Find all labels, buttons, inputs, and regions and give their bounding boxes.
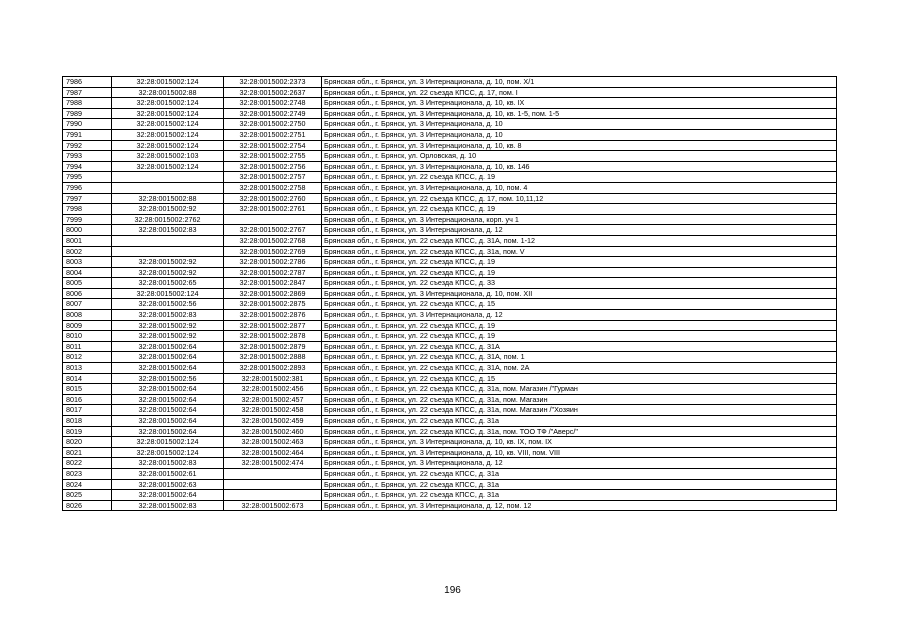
row-number-cell: 8003 <box>63 257 112 268</box>
object-number-cell: 32:28:0015002:457 <box>224 394 322 405</box>
object-number-cell: 32:28:0015002:2751 <box>224 129 322 140</box>
row-number-cell: 8022 <box>63 458 112 469</box>
table-row <box>63 193 837 204</box>
address-cell: Брянская обл., г. Брянск, ул. 22 съезда КПСС, д. 31а, пом. ТОО ТФ /"Аверс/" <box>322 426 837 437</box>
row-number-cell: 8009 <box>63 320 112 331</box>
parcel-number-cell: 32:28:0015002:64 <box>112 394 224 405</box>
address-cell: Брянская обл., г. Брянск, ул. 3 Интернационала, д. 10, кв. 1-5, пом. 1-5 <box>322 108 837 119</box>
parcel-number-cell: 32:28:0015002:124 <box>112 447 224 458</box>
address-cell: Брянская обл., г. Брянск, ул. 3 Интернационала, д. 10, пом. Х/1 <box>322 77 837 88</box>
row-number-cell: 8013 <box>63 363 112 374</box>
table-row <box>63 87 837 98</box>
address-cell: Брянская обл., г. Брянск, ул. 3 Интернационала, д. 10, пом. 4 <box>322 182 837 193</box>
table-row <box>63 384 837 395</box>
parcel-number-cell: 32:28:0015002:92 <box>112 204 224 215</box>
address-cell: Брянская обл., г. Брянск, ул. 22 съезда КПСС, д. 31а, пом. Магазин /"Гурман <box>322 384 837 395</box>
parcel-number-cell: 32:28:0015002:124 <box>112 108 224 119</box>
table-row <box>63 235 837 246</box>
object-number-cell: 32:28:0015002:2869 <box>224 288 322 299</box>
parcel-number-cell: 32:28:0015002:124 <box>112 161 224 172</box>
parcel-number-cell <box>112 182 224 193</box>
parcel-number-cell: 32:28:0015002:92 <box>112 331 224 342</box>
table-row <box>63 257 837 268</box>
object-number-cell: 32:28:0015002:2749 <box>224 108 322 119</box>
table-row <box>63 246 837 257</box>
parcel-number-cell: 32:28:0015002:64 <box>112 416 224 427</box>
parcel-number-cell: 32:28:0015002:124 <box>112 140 224 151</box>
address-cell: Брянская обл., г. Брянск, ул. 22 съезда КПСС, д. 19 <box>322 204 837 215</box>
object-number-cell: 32:28:0015002:459 <box>224 416 322 427</box>
object-number-cell: 32:28:0015002:2768 <box>224 235 322 246</box>
parcel-number-cell: 32:28:0015002:124 <box>112 119 224 130</box>
row-number-cell: 7996 <box>63 182 112 193</box>
table-row <box>63 214 837 225</box>
parcel-number-cell <box>112 246 224 257</box>
address-cell: Брянская обл., г. Брянск, ул. 22 съезда КПСС, д. 31А, пом. 2А <box>322 363 837 374</box>
row-number-cell: 8018 <box>63 416 112 427</box>
object-number-cell: 32:28:0015002:2757 <box>224 172 322 183</box>
row-number-cell: 8007 <box>63 299 112 310</box>
object-number-cell: 32:28:0015002:381 <box>224 373 322 384</box>
object-number-cell: 32:28:0015002:2750 <box>224 119 322 130</box>
table-row <box>63 416 837 427</box>
object-number-cell: 32:28:0015002:2637 <box>224 87 322 98</box>
table-row <box>63 426 837 437</box>
address-cell: Брянская обл., г. Брянск, ул. 22 съезда КПСС, д. 19 <box>322 331 837 342</box>
parcel-number-cell: 32:28:0015002:64 <box>112 341 224 352</box>
row-number-cell: 8017 <box>63 405 112 416</box>
row-number-cell: 7986 <box>63 77 112 88</box>
object-number-cell: 32:28:0015002:463 <box>224 437 322 448</box>
object-number-cell: 32:28:0015002:2876 <box>224 310 322 321</box>
address-cell: Брянская обл., г. Брянск, ул. 22 съезда КПСС, д. 19 <box>322 320 837 331</box>
address-cell: Брянская обл., г. Брянск, ул. 22 съезда КПСС, д. 31А, пом. 1-12 <box>322 235 837 246</box>
row-number-cell: 8010 <box>63 331 112 342</box>
object-number-cell: 32:28:0015002:2787 <box>224 267 322 278</box>
row-number-cell: 8011 <box>63 341 112 352</box>
row-number-cell: 8012 <box>63 352 112 363</box>
table-row <box>63 310 837 321</box>
table-row <box>63 352 837 363</box>
row-number-cell: 7988 <box>63 98 112 109</box>
table-row <box>63 278 837 289</box>
row-number-cell: 8005 <box>63 278 112 289</box>
parcel-number-cell: 32:28:0015002:56 <box>112 373 224 384</box>
row-number-cell: 8024 <box>63 479 112 490</box>
row-number-cell: 8016 <box>63 394 112 405</box>
row-number-cell: 8020 <box>63 437 112 448</box>
address-cell: Брянская обл., г. Брянск, ул. 22 съезда КПСС, д. 31а, пом. Магазин /"Хозяин <box>322 405 837 416</box>
object-number-cell: 32:28:0015002:673 <box>224 500 322 511</box>
table-row <box>63 331 837 342</box>
table-row <box>63 500 837 511</box>
address-cell: Брянская обл., г. Брянск, ул. 3 Интернационала, д. 10, кв. VIII, пом. VIII <box>322 447 837 458</box>
cadastral-table <box>62 76 837 511</box>
parcel-number-cell: 32:28:0015002:92 <box>112 257 224 268</box>
table-row <box>63 129 837 140</box>
object-number-cell: 32:28:0015002:2760 <box>224 193 322 204</box>
row-number-cell: 8026 <box>63 500 112 511</box>
row-number-cell: 7993 <box>63 151 112 162</box>
object-number-cell: 32:28:0015002:464 <box>224 447 322 458</box>
table-row <box>63 119 837 130</box>
object-number-cell: 32:28:0015002:2888 <box>224 352 322 363</box>
table-row <box>63 161 837 172</box>
object-number-cell: 32:28:0015002:2769 <box>224 246 322 257</box>
address-cell: Брянская обл., г. Брянск, ул. 22 съезда КПСС, д. 31А, пом. 1 <box>322 352 837 363</box>
row-number-cell: 7992 <box>63 140 112 151</box>
table-row <box>63 151 837 162</box>
address-cell: Брянская обл., г. Брянск, ул. 22 съезда КПСС, д. 31а, пом. Магазин <box>322 394 837 405</box>
parcel-number-cell: 32:28:0015002:64 <box>112 426 224 437</box>
object-number-cell: 32:28:0015002:2761 <box>224 204 322 215</box>
row-number-cell: 8004 <box>63 267 112 278</box>
address-cell: Брянская обл., г. Брянск, ул. 3 Интернационала, д. 10, кв. 146 <box>322 161 837 172</box>
parcel-number-cell: 32:28:0015002:65 <box>112 278 224 289</box>
address-cell: Брянская обл., г. Брянск, ул. 22 съезда КПСС, д. 31а <box>322 490 837 501</box>
table-row <box>63 341 837 352</box>
table-body <box>63 77 837 511</box>
parcel-number-cell: 32:28:0015002:92 <box>112 320 224 331</box>
table-row <box>63 108 837 119</box>
parcel-number-cell: 32:28:0015002:64 <box>112 352 224 363</box>
address-cell: Брянская обл., г. Брянск, ул. 3 Интернационала, д. 10 <box>322 119 837 130</box>
parcel-number-cell: 32:28:0015002:64 <box>112 490 224 501</box>
parcel-number-cell: 32:28:0015002:124 <box>112 288 224 299</box>
parcel-number-cell: 32:28:0015002:64 <box>112 363 224 374</box>
table-row <box>63 373 837 384</box>
table-row <box>63 405 837 416</box>
address-cell: Брянская обл., г. Брянск, ул. 3 Интернационала, д. 10, кв. 8 <box>322 140 837 151</box>
parcel-number-cell: 32:28:0015002:88 <box>112 87 224 98</box>
object-number-cell: 32:28:0015002:2879 <box>224 341 322 352</box>
address-cell: Брянская обл., г. Брянск, ул. 22 съезда КПСС, д. 19 <box>322 267 837 278</box>
parcel-number-cell: 32:28:0015002:83 <box>112 310 224 321</box>
table-row <box>63 288 837 299</box>
table-row <box>63 468 837 479</box>
parcel-number-cell: 32:28:0015002:64 <box>112 405 224 416</box>
parcel-number-cell: 32:28:0015002:64 <box>112 384 224 395</box>
page-number: 196 <box>444 585 461 596</box>
address-cell: Брянская обл., г. Брянск, ул. Орловская, д. 10 <box>322 151 837 162</box>
parcel-number-cell: 32:28:0015002:63 <box>112 479 224 490</box>
row-number-cell: 7995 <box>63 172 112 183</box>
address-cell: Брянская обл., г. Брянск, ул. 3 Интернационала, корп. уч 1 <box>322 214 837 225</box>
row-number-cell: 7994 <box>63 161 112 172</box>
object-number-cell: 32:28:0015002:460 <box>224 426 322 437</box>
parcel-number-cell: 32:28:0015002:88 <box>112 193 224 204</box>
parcel-number-cell: 32:28:0015002:83 <box>112 458 224 469</box>
object-number-cell <box>224 214 322 225</box>
object-number-cell <box>224 468 322 479</box>
address-cell: Брянская обл., г. Брянск, ул. 3 Интернационала, д. 10, кв. IX, пом. IX <box>322 437 837 448</box>
object-number-cell: 32:28:0015002:2373 <box>224 77 322 88</box>
address-cell: Брянская обл., г. Брянск, ул. 22 съезда КПСС, д. 15 <box>322 373 837 384</box>
table-row <box>63 299 837 310</box>
parcel-number-cell: 32:28:0015002:56 <box>112 299 224 310</box>
object-number-cell: 32:28:0015002:2754 <box>224 140 322 151</box>
row-number-cell: 7990 <box>63 119 112 130</box>
table-row <box>63 363 837 374</box>
parcel-number-cell: 32:28:0015002:124 <box>112 98 224 109</box>
parcel-number-cell <box>112 172 224 183</box>
row-number-cell: 8006 <box>63 288 112 299</box>
row-number-cell: 8014 <box>63 373 112 384</box>
row-number-cell: 7989 <box>63 108 112 119</box>
table-row <box>63 437 837 448</box>
table-row <box>63 447 837 458</box>
address-cell: Брянская обл., г. Брянск, ул. 22 съезда КПСС, д. 33 <box>322 278 837 289</box>
object-number-cell: 32:28:0015002:2767 <box>224 225 322 236</box>
object-number-cell: 32:28:0015002:2875 <box>224 299 322 310</box>
parcel-number-cell: 32:28:0015002:124 <box>112 129 224 140</box>
address-cell: Брянская обл., г. Брянск, ул. 3 Интернационала, д. 10 <box>322 129 837 140</box>
address-cell: Брянская обл., г. Брянск, ул. 3 Интернационала, д. 12 <box>322 225 837 236</box>
parcel-number-cell: 32:28:0015002:61 <box>112 468 224 479</box>
table-row <box>63 98 837 109</box>
object-number-cell: 32:28:0015002:2877 <box>224 320 322 331</box>
address-cell: Брянская обл., г. Брянск, ул. 22 съезда КПСС, д. 31а <box>322 468 837 479</box>
row-number-cell: 8000 <box>63 225 112 236</box>
object-number-cell: 32:28:0015002:2893 <box>224 363 322 374</box>
row-number-cell: 7997 <box>63 193 112 204</box>
address-cell: Брянская обл., г. Брянск, ул. 3 Интернационала, д. 12 <box>322 458 837 469</box>
row-number-cell: 7991 <box>63 129 112 140</box>
table-row <box>63 394 837 405</box>
object-number-cell: 32:28:0015002:2756 <box>224 161 322 172</box>
object-number-cell: 32:28:0015002:2755 <box>224 151 322 162</box>
table-row <box>63 479 837 490</box>
object-number-cell: 32:28:0015002:2878 <box>224 331 322 342</box>
table-row <box>63 204 837 215</box>
object-number-cell: 32:28:0015002:2786 <box>224 257 322 268</box>
table-row <box>63 182 837 193</box>
address-cell: Брянская обл., г. Брянск, ул. 22 съезда КПСС, д. 19 <box>322 257 837 268</box>
table-row <box>63 225 837 236</box>
row-number-cell: 7999 <box>63 214 112 225</box>
object-number-cell: 32:28:0015002:2748 <box>224 98 322 109</box>
table-row <box>63 172 837 183</box>
parcel-number-cell: 32:28:0015002:124 <box>112 437 224 448</box>
address-cell: Брянская обл., г. Брянск, ул. 22 съезда КПСС, д. 31А <box>322 341 837 352</box>
object-number-cell: 32:28:0015002:458 <box>224 405 322 416</box>
parcel-number-cell: 32:28:0015002:83 <box>112 500 224 511</box>
row-number-cell: 7998 <box>63 204 112 215</box>
parcel-number-cell: 32:28:0015002:92 <box>112 267 224 278</box>
table-row <box>63 458 837 469</box>
row-number-cell: 8021 <box>63 447 112 458</box>
row-number-cell: 8025 <box>63 490 112 501</box>
object-number-cell <box>224 479 322 490</box>
row-number-cell: 8008 <box>63 310 112 321</box>
object-number-cell: 32:28:0015002:456 <box>224 384 322 395</box>
address-cell: Брянская обл., г. Брянск, ул. 22 съезда КПСС, д. 17, пом. 10,11,12 <box>322 193 837 204</box>
row-number-cell: 8023 <box>63 468 112 479</box>
table-row <box>63 320 837 331</box>
address-cell: Брянская обл., г. Брянск, ул. 3 Интернационала, д. 12 <box>322 310 837 321</box>
address-cell: Брянская обл., г. Брянск, ул. 22 съезда КПСС, д. 19 <box>322 172 837 183</box>
address-cell: Брянская обл., г. Брянск, ул. 22 съезда КПСС, д. 15 <box>322 299 837 310</box>
row-number-cell: 8001 <box>63 235 112 246</box>
parcel-number-cell <box>112 235 224 246</box>
parcel-number-cell: 32:28:0015002:103 <box>112 151 224 162</box>
address-cell: Брянская обл., г. Брянск, ул. 22 съезда КПСС, д. 31а <box>322 479 837 490</box>
object-number-cell: 32:28:0015002:474 <box>224 458 322 469</box>
row-number-cell: 8015 <box>63 384 112 395</box>
parcel-number-cell: 32:28:0015002:83 <box>112 225 224 236</box>
address-cell: Брянская обл., г. Брянск, ул. 3 Интернационала, д. 12, пом. 12 <box>322 500 837 511</box>
table-row <box>63 490 837 501</box>
address-cell: Брянская обл., г. Брянск, ул. 22 съезда КПСС, д. 31а <box>322 416 837 427</box>
object-number-cell: 32:28:0015002:2758 <box>224 182 322 193</box>
row-number-cell: 8002 <box>63 246 112 257</box>
table-row <box>63 267 837 278</box>
row-number-cell: 7987 <box>63 87 112 98</box>
parcel-number-cell: 32:28:0015002:2762 <box>112 214 224 225</box>
address-cell: Брянская обл., г. Брянск, ул. 22 съезда КПСС, д. 17, пом. I <box>322 87 837 98</box>
object-number-cell <box>224 490 322 501</box>
table-row <box>63 140 837 151</box>
address-cell: Брянская обл., г. Брянск, ул. 3 Интернационала, д. 10, пом. XII <box>322 288 837 299</box>
parcel-number-cell: 32:28:0015002:124 <box>112 77 224 88</box>
row-number-cell: 8019 <box>63 426 112 437</box>
table-row <box>63 77 837 88</box>
address-cell: Брянская обл., г. Брянск, ул. 22 съезда КПСС, д. 31а, пом. V <box>322 246 837 257</box>
address-cell: Брянская обл., г. Брянск, ул. 3 Интернационала, д. 10, кв. IX <box>322 98 837 109</box>
object-number-cell: 32:28:0015002:2847 <box>224 278 322 289</box>
